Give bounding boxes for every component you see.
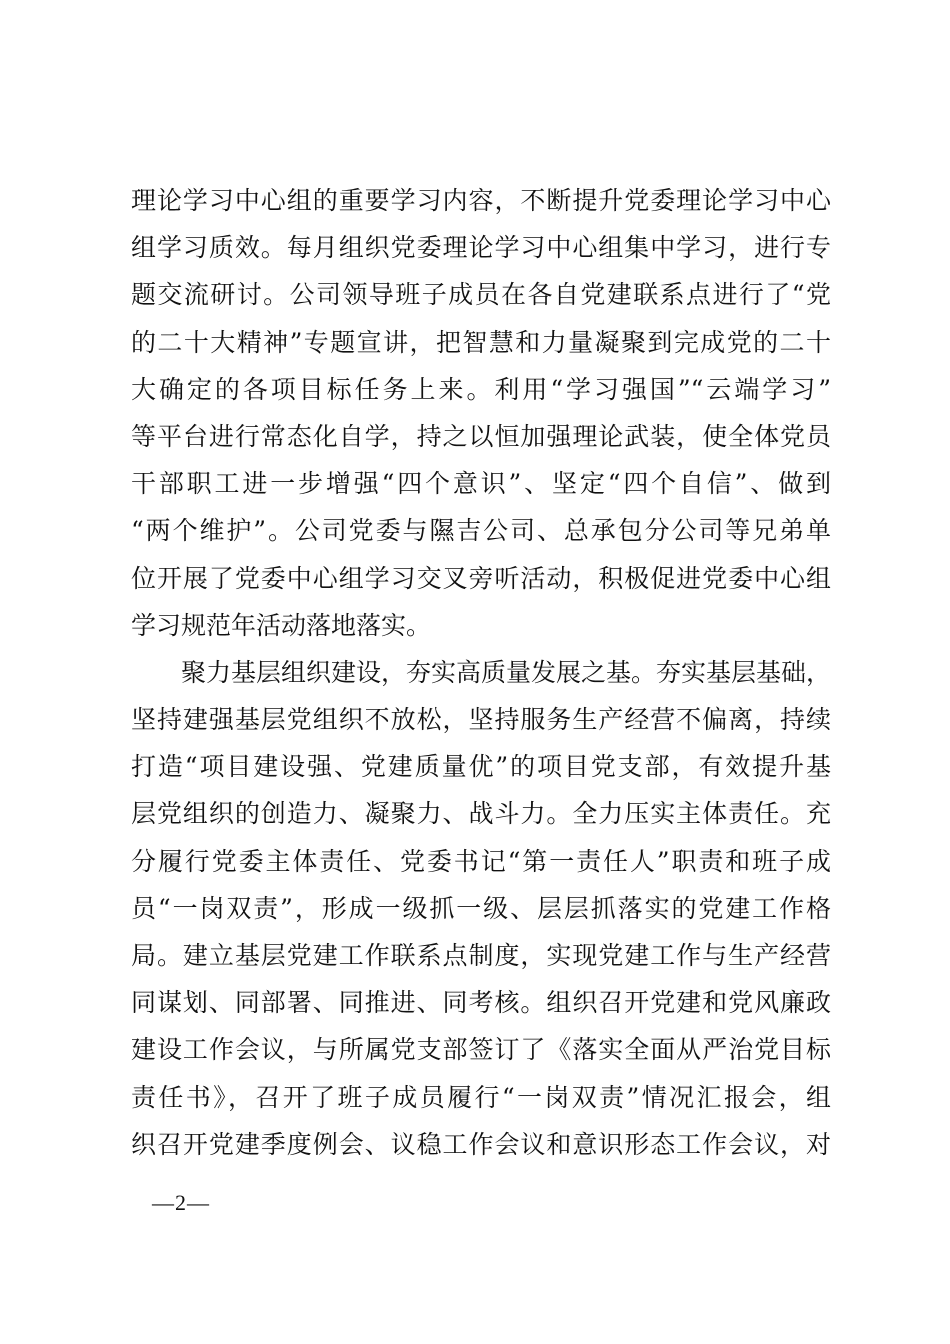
text-line: 组学习质效。每月组织党委理论学习中心组集中学习，进行专 — [131, 233, 831, 263]
text-line: 员“一岗双责”，形成一级抓一级、层层抓落实的党建工作格 — [131, 893, 831, 923]
text-line: 题交流研讨。公司领导班子成员在各自党建联系点进行了“党 — [131, 280, 831, 310]
text-line: 大确定的各项目标任务上来。利用“学习强国”“云端学习” — [131, 374, 831, 404]
text-line: 干部职工进一步增强“四个意识”、坚定“四个自信”、做到 — [131, 469, 831, 499]
text-line: 理论学习中心组的重要学习内容，不断提升党委理论学习中心 — [131, 186, 831, 215]
text-line: 局。建立基层党建工作联系点制度，实现党建工作与生产经营 — [131, 941, 831, 970]
text-line: 织召开党建季度例会、议稳工作会议和意识形态工作会议，对 — [131, 1129, 831, 1159]
body-text — [131, 177, 831, 1168]
text-line: 坚持建强基层党组织不放松，坚持服务生产经营不偏离，持续 — [131, 705, 831, 735]
text-line: 分履行党委主体责任、党委书记“第一责任人”职责和班子成 — [131, 846, 831, 876]
text-line: 等平台进行常态化自学，持之以恒加强理论武装，使全体党员 — [131, 421, 831, 451]
text-line: 建设工作会议，与所属党支部签订了《落实全面从严治党目标 — [131, 1035, 831, 1065]
text-line: 打造“项目建设强、党建质量优”的项目党支部，有效提升基 — [131, 752, 831, 782]
text-line: 学习规范年活动落地落实。 — [131, 610, 432, 640]
text-line: 同谋划、同部署、同推进、同考核。组织召开党建和党风廉政 — [131, 988, 831, 1018]
text-line: 责任书》，召开了班子成员履行“一岗双责”情况汇报会，组 — [131, 1082, 831, 1112]
text-line: 的二十大精神”专题宣讲，把智慧和力量凝聚到完成党的二十 — [131, 327, 831, 357]
text-line: 层党组织的创造力、凝聚力、战斗力。全力压实主体责任。充 — [131, 799, 831, 829]
text-line: 位开展了党委中心组学习交叉旁听活动，积极促进党委中心组 — [131, 563, 831, 593]
text-line: “两个维护”。公司党委与隰吉公司、总承包分公司等兄弟单 — [131, 516, 831, 546]
page-number: —2— — [152, 1190, 210, 1215]
paragraph-start-line: 聚力基层组织建设，夯实高质量发展之基。夯实基层基础， — [181, 657, 832, 687]
